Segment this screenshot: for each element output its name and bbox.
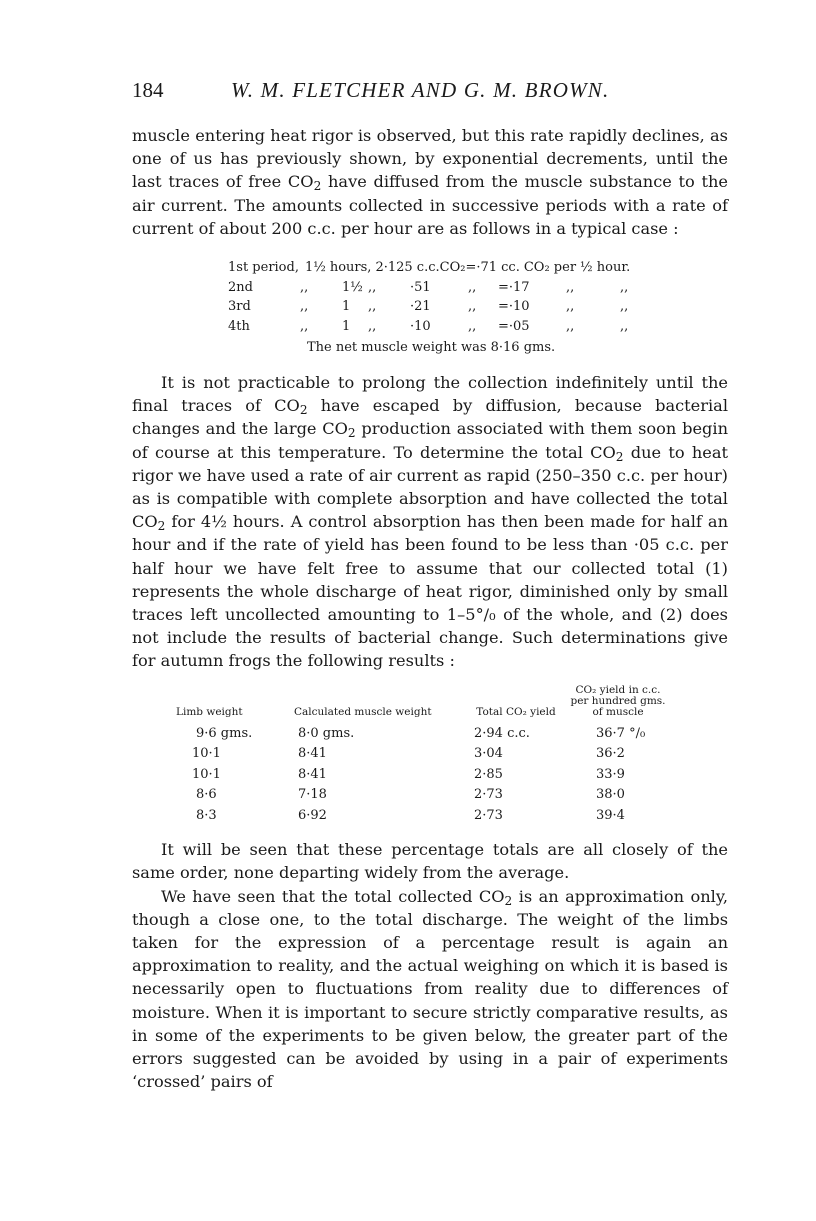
paragraph-1: muscle entering heat rigor is observed, but this rate rapidly declines, as one of us has previously shown, by exponential decrements, until the last traces of free $CO_2$ have diffused from the muscle substance to the air current. The amounts collected in successive periods with a rate of current of about 200 c.c. per hour are as follows in a typical case : — [132, 126, 729, 238]
table-header-row — [176, 685, 666, 724]
results-table — [176, 685, 666, 827]
table-row: 4th ,, 1 ,, ·10 ,, =·05 ,, ,, — [228, 318, 629, 334]
column-header: Calculated muscle weight — [294, 705, 432, 718]
page-number: 184 — [132, 78, 164, 102]
column-header: Limb weight — [176, 705, 243, 718]
table-row: 9·6 gms. 8·0 gms. 2·94 c.c. 36·7 °/₀ — [196, 725, 646, 741]
column-header: Total CO₂ yield — [476, 705, 556, 718]
paragraph-4: We have seen that the total collected $CO_2$ is an approximation only, though a close one, to the total discharge. The weight of the limbs taken for the expression of a percentage result is again an approximation to reality, and the actual weighing on which it is based is necessarily open to fluctuations from reality due to differences of moisture. When it is important to secure strictly comparative results, as in some of the experiments to be given below, the greater part of the errors suggested can be avoided by using in a pair of experiments ‘crossed’ pairs of — [132, 886, 728, 1092]
co2-period-table-continued — [228, 278, 660, 337]
paragraph-3: It will be seen that these percentage totals are all closely of the same order, none departing widely from the average. — [132, 840, 728, 883]
table-row: 1st period, 1½ hours, 2·125 c.c. CO₂= ·71 cc. CO₂ per ½ hour. — [228, 260, 631, 276]
table-row: 10·1 8·41 2·85 33·9 — [192, 766, 625, 782]
running-head — [132, 78, 728, 108]
table-row: 3rd ,, 1 ,, ·21 ,, =·10 ,, ,, — [228, 299, 629, 315]
paragraph-2: It is not practicable to prolong the collection indefinitely until the final traces of $CO_2$ have escaped by diffusion, because bacterial changes and the large $CO_2$ production associated with them soon begin of course at this temperature. To determine the total $CO_2$ due to heat rigor we have used a rate of air current as rapid (250–350 c.c. per hour) as is compatible with complete absorption and have collected the total $CO_2$ for 4½ hours. A control absorption has then been made for half an hour and if the rate of yield has been found to be less than ·05 c.c. per half hour we have felt free to assume that our collected total (1) represents the whole discharge of heat rigor, diminished only by small traces left uncollected amounting to 1–5°/₀ of the whole, and (2) does not include the results of bacterial change. Such determinations give for autumn frogs the following results : — [132, 373, 728, 671]
net-weight-note: The net muscle weight was 8·16 gms. — [307, 340, 556, 356]
table-row: 8·3 6·92 2·73 39·4 — [196, 807, 625, 823]
co2-period-table — [228, 258, 630, 278]
table-row: 10·1 8·41 3·04 36·2 — [192, 746, 625, 762]
table-row: 8·6 7·18 2·73 38·0 — [196, 787, 625, 803]
table-row: 2nd ,, 1½ ,, ·51 ,, =·17 ,, ,, — [228, 279, 629, 295]
running-title: W. M. FLETCHER AND G. M. BROWN. — [231, 78, 610, 102]
column-header: CO₂ yield in c.c. per hundred gms. of muscle — [570, 683, 666, 718]
page — [132, 78, 728, 1093]
